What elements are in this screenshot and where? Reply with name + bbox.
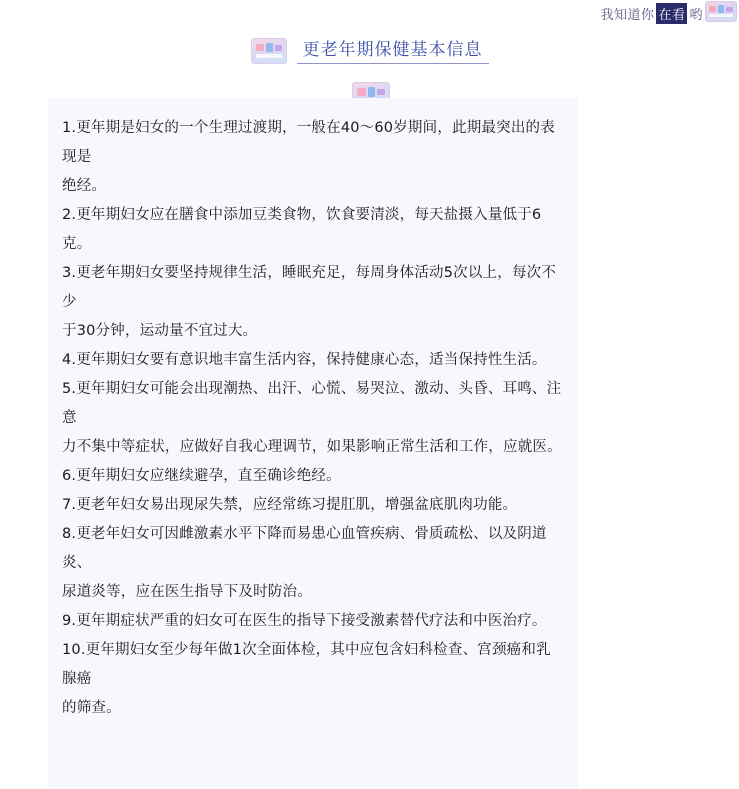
list-item: 8.更老年妇女可因雌激素水平下降而易患心血管疾病、骨质疏松、以及阴道炎、 尿道炎等，应在医生指导下及时防治。 xyxy=(62,526,547,600)
page-title-row xyxy=(0,34,739,68)
list-item: 7.更老年妇女易出现尿失禁，应经常练习提肛肌，增强盆底肌肉功能。 xyxy=(62,497,518,513)
watermark-text-after: 哟 xyxy=(689,7,703,22)
list-item: 2.更年期妇女应在膳食中添加豆类食物，饮食要清淡，每天盐摄入量低于6 克。 xyxy=(62,207,547,252)
photo-collage-icon xyxy=(705,1,737,22)
watermark-highlight: 在看 xyxy=(656,3,687,24)
list-item: 4.更年期妇女要有意识地丰富生活内容，保持健康心态，适当保持性生活。 xyxy=(62,352,547,368)
content-card xyxy=(48,98,578,789)
watermark-text-group xyxy=(600,3,703,24)
watermark-bar xyxy=(0,0,739,26)
list-item: 10.更年期妇女至少每年做1次全面体检，其中应包含妇科检查、宫颈癌和乳腺癌 的筛查。 xyxy=(62,642,551,716)
list-item: 1.更年期是妇女的一个生理过渡期，一般在40～60岁期间，此期最突出的表现是 绝经。 xyxy=(62,120,555,194)
watermark-text-before: 我知道你 xyxy=(600,7,655,22)
page-title: 更老年期保健基本信息 xyxy=(297,39,489,64)
list-item: 6.更年期妇女应继续避孕，直至确诊绝经。 xyxy=(62,468,341,484)
list-item: 9.更年期症状严重的妇女可在医生的指导下接受激素替代疗法和中医治疗。 xyxy=(62,613,547,629)
list-item: 5.更年期妇女可能会出现潮热、出汗、心慌、易哭泣、激动、头昏、耳鸣、注意 力不集中等症状，应做好自我心理调节，如果影响正常生活和工作，应就医。 xyxy=(62,381,562,455)
list-item: 3.更老年期妇女要坚持规律生活，睡眠充足，每周身体活动5次以上，每次不少 于30分钟，运动量不宜过大。 xyxy=(62,265,557,339)
photo-collage-icon xyxy=(251,38,287,64)
